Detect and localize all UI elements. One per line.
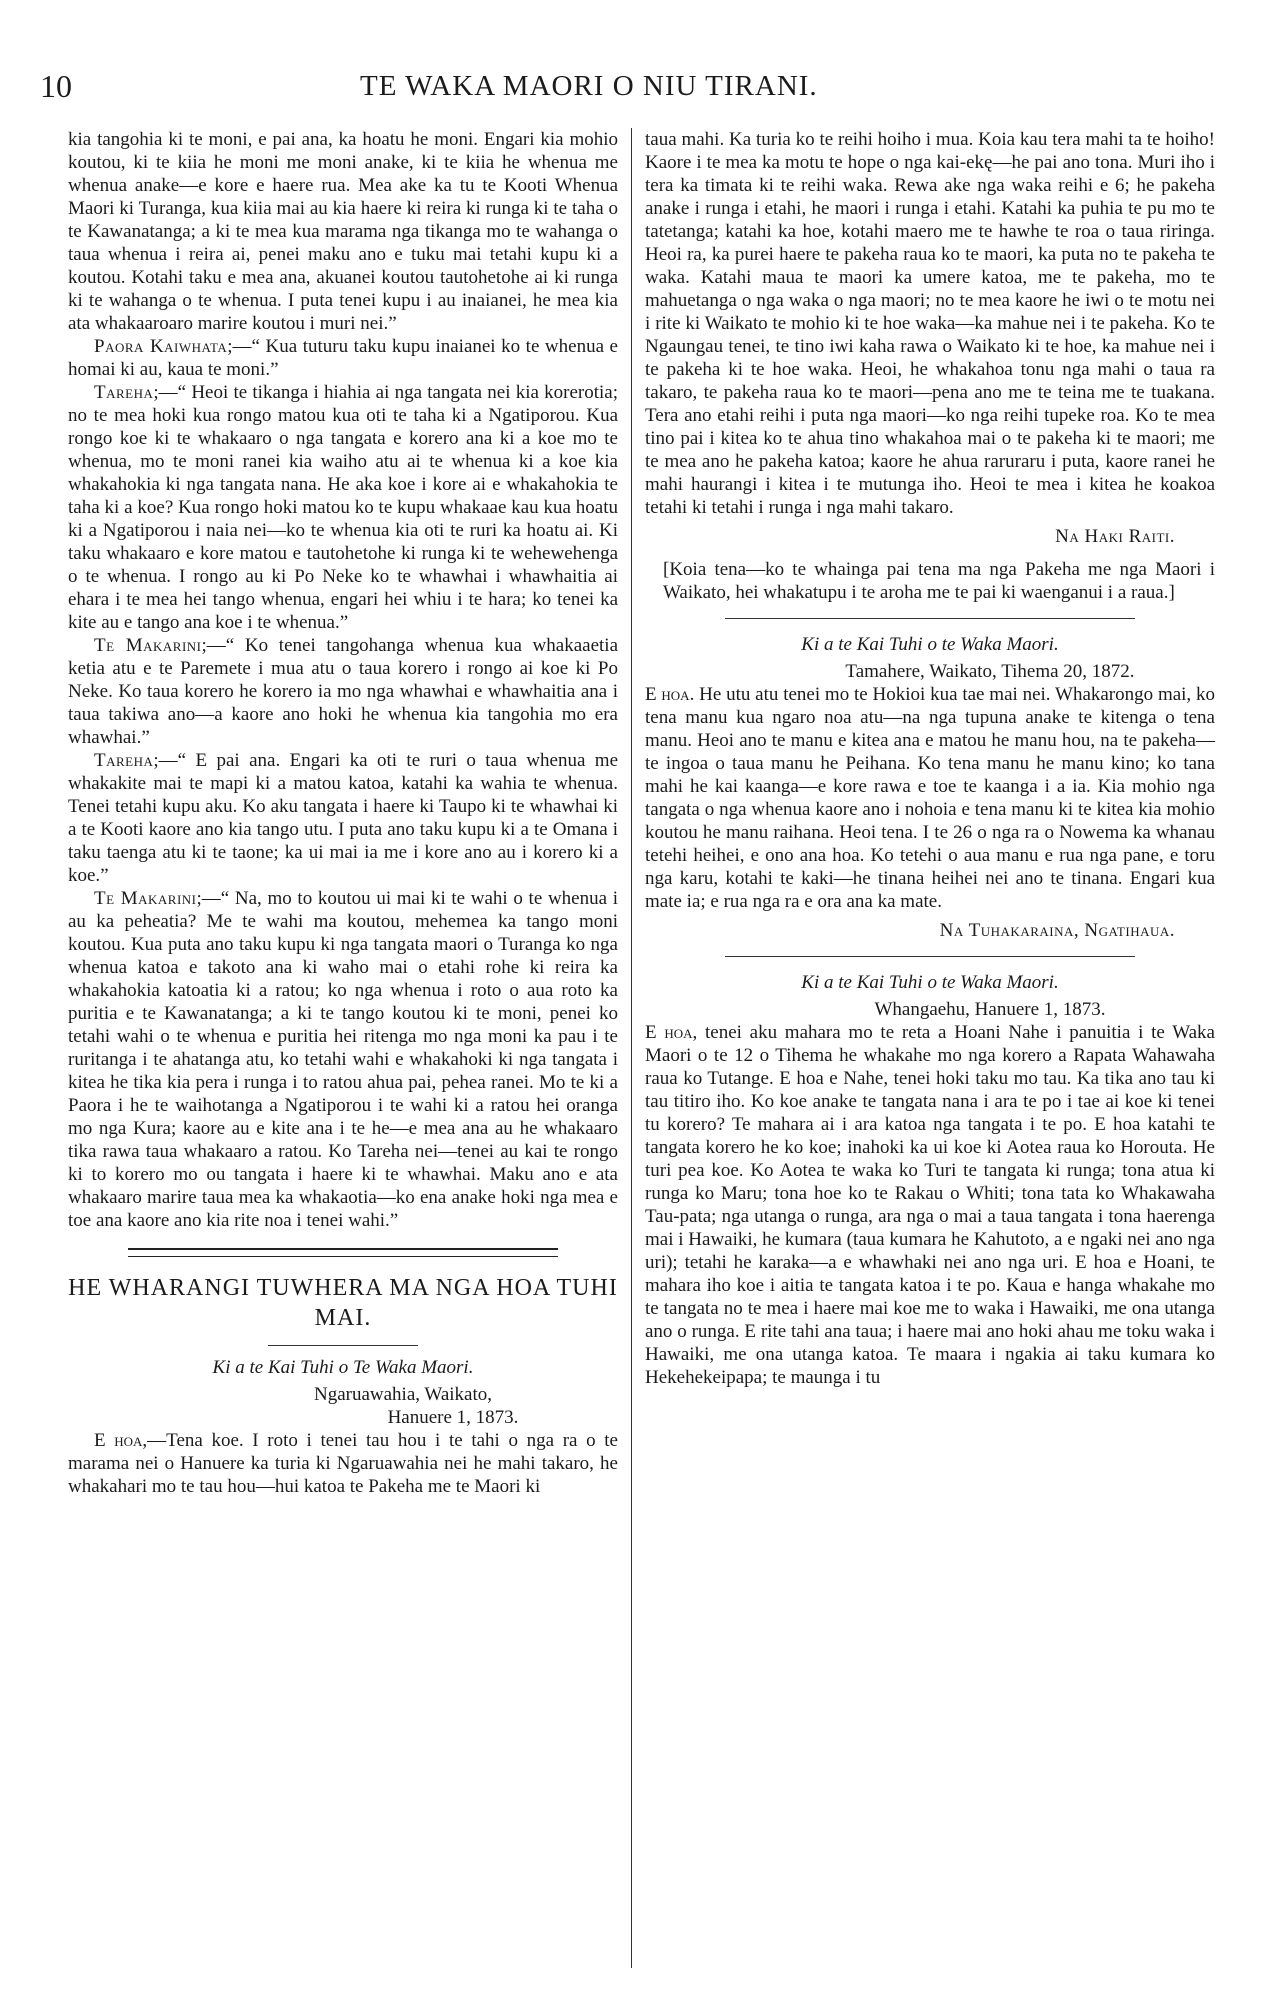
section-heading: HE WHARANGI TUWHERA MA NGA HOA TUHI MAI. — [68, 1275, 618, 1331]
divider — [725, 618, 1135, 619]
speech-text: ;—“ Ko tenei tangohanga whenua kua whakaaetia ketia atu e te Paremete i mua atu o taua korero i rongo ai koe ki Po Neke. Ko taua korero he korero ia mo nga whawhai e whawhaitia ana i taua takiwa ano—a kaore ano hoki he whenua kia tangohia mo era whawhai.” — [68, 635, 619, 748]
right-column — [645, 128, 1215, 1389]
letter-date: Hanuere 1, 1873. — [387, 1407, 519, 1428]
salutation: E hoa, — [645, 1022, 698, 1043]
paragraph — [68, 749, 618, 887]
speaker-name: Te Makarini — [94, 888, 197, 909]
divider — [725, 956, 1135, 957]
salutation: E hoa, — [94, 1430, 148, 1451]
letter-body: tenei aku mahara mo te reta a Hoani Nahe i panuitia i te Waka Maori o te 12 o Tihema he whakahe mo nga korero a Rapata Wahawaha raua ko Tutange. E hoa e Nahe, tenei hoki taku mo tau. Ka tika ano tau ki tau titiro iho. Ko koe anake te tangata nana i ara te po i tae ai koe ki tenei tu korero? Te mahara ai i ara katoa nga tangata i te po. E hoa katahi te tangata korero he ko koe; inahoki ka ui koe ki Aotea raua ko Horouta. He turi pea koe. Ko Aotea te waka ko Turi te tangata ki runga; tona atua ki runga ko Maru; tona hoe ko te Rakau o Whiti; tona tata ko Whakawaha Tau-pata; nga utanga o runga, ara nga o mai a taua tangata i tona haerenga mai i Hawaiki, he kumara (taua kumara he Kahutoto, a e ngaki nei ano nga uri); tetahi he karaka—a e whawhaki nei ano nga uri. E hoa e Hoani, te mahara iho koe i aitia te tangata katoa i te po. Kaua e hanga whakahe mo te tangata no te mea i haere mai koe me to waka i Hawaiki, me ona utanga ano o runga. E rite tahi ana taua; i haere mai ano hoki ahau me toku waka i Hawaiki, me ona utanga katoa. Te maara i ngakia ai taku kumara ko Hekehekeipapa; te maunga i tu — [645, 1022, 1215, 1388]
speaker-name: Te Makarini — [94, 635, 202, 656]
divider — [268, 1345, 418, 1346]
paragraph: taua mahi. Ka turia ko te reihi hoiho i mua. Koia kau tera mahi ta te hoiho! Kaore i te mea ka motu te hope o nga kai-ekę—he pai ano tona. Muri iho i tera ka timata ki te reihi waka. Rewa ake nga waka reihi e 6; he pakeha anake i runga i etahi, he maori i runga i etahi. Katahi ka puhia te pu mo te tatetanga; katahi ka hoe, kotahi maero me te hawhe te roa o taua riringa. Heoi ra, ka purei haere te pakeha raua ko te maori, ka puta no te pakeha te waka. Katahi maua te maori ka umere katoa, me te pakeha, mo te mahuetanga o nga waka o nga maori; no te mea kaore he iwi o te motu nei i rite ki Waikato te mohio ki te hoe waka—ka mahue nei i te pakeha. Ko te Ngaungau tenei, te tino iwi kaha rawa o Waikato ki te hoe, ka mahue nei i te pakeha ki te hoe waka. Heoi, he whakahoa tonu nga mahi o taua ra takaro, te pakeha raua ko te maori—pena ano me te teina me te tuakana. Tera ano etahi reihi i puta nga maori—ko nga reihi tupeke roa. Ko te mea tino pai i kitea ko te ahua tino whakahoa mai o te pakeha ki te maori; me te mea ano he pakeha katoa; kaore he ahua raruraru i puta, kaore ranei he mahi haurangi i kitea i te mutunga iho. Heoi te mea i kitea he koakoa tetahi ki tetahi i runga i nga mahi takaro. — [645, 129, 1215, 518]
speech-text: ;—“ E pai ana. Engari ka oti te ruri o taua whenua me whakakite mai te mapi ki a matou katoa, katahi ka wahia te whenua. Tenei tetahi kupu aku. Ko aku tangata i haere ki Taupo ki te whawhai ki a te Kooti kaore ano kia tango utu. I puta ano taku kupu ki a te Omana i taku taenga atu ki te taone; ka ui mai ia me i kore ano au i korero ki a koe.” — [68, 750, 618, 886]
paragraph — [68, 335, 618, 381]
left-column — [68, 128, 618, 1498]
paragraph — [645, 1021, 1215, 1389]
page-header — [40, 68, 1240, 108]
paragraph — [68, 634, 618, 749]
letter-addressee: Ki a te Kai Tuhi o Te Waka Maori. — [212, 1357, 474, 1378]
letter-dateline: Tamahere, Waikato, Tihema 20, 1872. — [845, 661, 1135, 682]
editor-note: [Koia tena—ko te whainga pai tena ma nga Pakeha me nga Maori i Waikato, hei whakatupu i te aroha me te pai ki waenganui i a raua.] — [663, 559, 1215, 603]
running-title: TE WAKA MAORI O NIU TIRANI. — [360, 70, 818, 102]
speech-text: ;—“ Kua tuturu taku kupu inaianei ko te whenua e homai ki au, kaua te moni.” — [68, 336, 618, 380]
signature: Na Tuhakaraina, Ngatihaua. — [939, 920, 1175, 941]
letter-body: —Tena koe. I roto i tenei tau hou i te tahi o nga ra o te marama nei o Hanuere ka turia ki Ngaruawahia nei he mahi takaro, he whakahari mo te tau hou—hui katoa te Pakeha me te Maori ki — [68, 1430, 618, 1497]
paragraph — [68, 887, 618, 1232]
speaker-name: Tareha — [94, 382, 154, 403]
salutation: E hoa. — [645, 684, 695, 705]
letter-addressee: Ki a te Kai Tuhi o te Waka Maori. — [801, 972, 1059, 993]
letter-place: Ngaruawahia, Waikato, — [313, 1384, 493, 1405]
speaker-name: Paora Kaiwhata — [94, 336, 228, 357]
page-number: 10 — [40, 68, 72, 104]
speaker-name: Tareha — [94, 750, 154, 771]
paragraph: kia tangohia ki te moni, e pai ana, ka hoatu he moni. Engari kia mohio koutou, ki te kiia he moni me moni anake, ki te kiia he whenua me whenua anake—e kore e haere rua. Mea ake ka tu te Kooti Whenua Maori ki Turanga, kua kiia mai au kia haere ki reira ki runga ki te taha o te Kawanatanga; a ki te mea kua marama nga tikanga mo te wahanga o taua whenua i reira ai, penei maku ano e tuku mai tetahi kupu ki a koutou. Kotahi taku e mea ana, akuanei koutou tautohetohe ai ki runga ki te wahanga o te whenua. I puta tenei kupu i au inaianei, he mea kia ata whakaaroaro marire koutou i muri nei.” — [68, 129, 618, 334]
speech-text: ;—“ Heoi te tikanga i hiahia ai nga tangata nei kia korerotia; no te mea hoki kua rongo matou kua oti te taha ki a Ngatiporou. Kua rongo koe ki te whakaaro o nga tangata e korero ana ki a koe mo te whenua, mo te moni ranei kia waiho atu ai te whenua ki a koe kia whakahokia ki nga tangata nana. He aka koe i kore ai e whakahokia te taha ki a koe? Kua rongo hoki matou ko te kupu whakaae kau kua hoatu ki a Ngatiporou i naia nei—ko te whenua kia oti te ruri ka hoatu ai. Ki taku whakaaro e kore matou e tautohetohe ki runga ki te wehewehenga o te whenua. I rongo au ki Po Neke ko te whawhai i whawhaitia ai ehara i te mea hei tango whenua, engari hei whiu i te hara; ko tenei ka kite au e tango ana koe i te whenua.” — [68, 382, 618, 633]
paragraph — [68, 1429, 618, 1498]
letter-addressee: Ki a te Kai Tuhi o te Waka Maori. — [801, 634, 1059, 655]
speech-text: ;—“ Na, mo to koutou ui mai ki te wahi o te whenua i au ka peheatia? Me te wahi ma koutou, mehemea ka tango moni koutou. Kua puta ano taku kupu ki nga tangata maori o Turanga ko nga whenua katoa e takoto ana ki waho mai o etahi rohe ki reira ka whakahokia katoatia ki a ratou; ko nga whenua i roto o aua roto ka puritia e te Kawanatanga; a ki te tango koutou ki te moni, penei ko tetahi wahi o te whenua e puritia hei ritenga mo nga moni ka pau i te ruritanga i te ahatanga atu, ko tetahi wahi e whakahoki ki nga tangata i kitea he tika kia pera i runga i to ratou ahua pai, pehea ranei. Mo te ki a Paora i he te waihotanga a Ngatiporou i te wahi ki a ratou hei oranga mo nga Kura; kaore au e kite ana i te he—e mea ana au he whakaaro tika rawa taua whakaaro a ratou. Ko Tareha nei—tenei au kai te rongo ki to korero mo ou tangata i haere ki te whawhai. Maku ano e ata whakaaro marire taua mea ka whakaotia—ko ena anake hoki nga mea e toe ana kaore ano kia rite noa i tenei wahi.” — [68, 888, 618, 1231]
signature: Na Haki Raiti. — [1055, 526, 1175, 547]
column-rule — [631, 128, 632, 1968]
paragraph — [68, 381, 618, 634]
paragraph — [645, 683, 1215, 913]
letter-dateline: Whangaehu, Hanuere 1, 1873. — [874, 999, 1106, 1020]
section-divider — [128, 1248, 558, 1257]
letter-body: He utu atu tenei mo te Hokioi kua tae mai nei. Whakarongo mai, ko tena manu kua ngaro noa atu—na nga tupuna anake te kitenga o tena manu. Heoi ano te manu e kitea ana e matou he manu hou, na te pakeha—te ingoa o taua manu he Peihana. Ko tena manu he manu kino; ko tana mahi he kai kaanga—e kore rawa e toe te kaanga i a ia. Kia mohio nga tangata o nga whenua kaore ano i nohoia e tena manu ki te kitea kia mohio koutou he manu raihana. Heoi tena. I te 26 o nga ra o Nowema ka whanau tetehi heihei, e ono ana hoa. Ko tetehi o aua manu e rua nga pane, e toru nga karu, kotahi te kaki—he tinana heihei nei ano te tinana. Engari kua mate ia; e rua nga ra e ora ana ka mate. — [645, 684, 1215, 912]
